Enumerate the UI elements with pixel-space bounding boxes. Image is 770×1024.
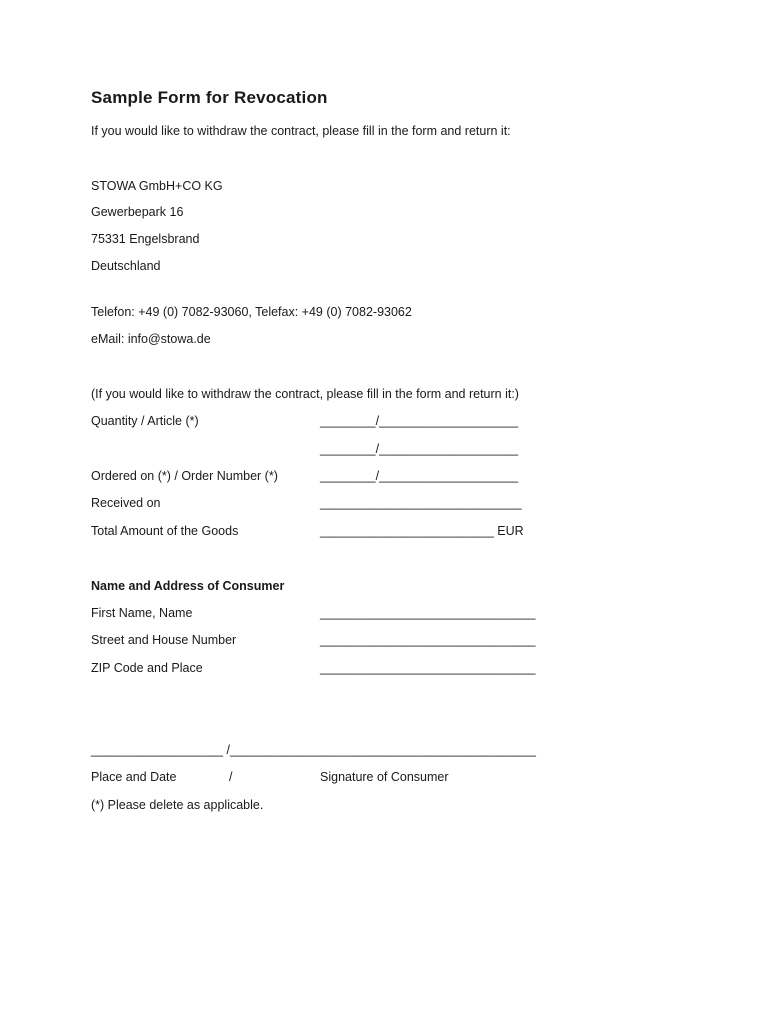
quantity-label: Quantity / Article (*) (91, 414, 199, 428)
company-name: STOWA GmbH+CO KG (91, 179, 223, 193)
signature-blank-line: ___________________ /____________________________________________ (91, 743, 536, 757)
quantity-blank-2: ________/____________________ (320, 442, 519, 456)
consumer-street-label: Street and House Number (91, 633, 237, 647)
intro-text: If you would like to withdraw the contract, please fill in the form and return it: (91, 124, 511, 138)
contact-phone-fax: Telefon: +49 (0) 7082-93060, Telefax: +49 (0) 7082-93062 (91, 305, 412, 319)
total-label: Total Amount of the Goods (91, 524, 239, 538)
total-blank: _________________________ EUR (320, 524, 524, 538)
consumer-zip-label: ZIP Code and Place (91, 661, 203, 675)
company-street: Gewerbepark 16 (91, 205, 184, 219)
page-title: Sample Form for Revocation (91, 88, 328, 107)
ordered-blank: ________/____________________ (320, 469, 519, 483)
quantity-blank-1: ________/____________________ (320, 414, 519, 428)
consumer-street-blank: _______________________________ (320, 633, 536, 647)
place-date-label: Place and Date (91, 770, 177, 784)
signature-slash: / (229, 770, 233, 784)
consumer-name-blank: _______________________________ (320, 606, 536, 620)
footnote: (*) Please delete as applicable. (91, 798, 264, 812)
instruction-text: (If you would like to withdraw the contract, please fill in the form and return it:) (91, 387, 519, 401)
contact-email: eMail: info@stowa.de (91, 332, 211, 346)
company-country: Deutschland (91, 259, 161, 273)
received-blank: _____________________________ (320, 496, 522, 510)
company-city: 75331 Engelsbrand (91, 232, 200, 246)
consumer-name-label: First Name, Name (91, 606, 193, 620)
consumer-heading: Name and Address of Consumer (91, 579, 285, 593)
signature-label: Signature of Consumer (320, 770, 449, 784)
ordered-label: Ordered on (*) / Order Number (*) (91, 469, 278, 483)
consumer-zip-blank: _______________________________ (320, 661, 536, 675)
received-label: Received on (91, 496, 161, 510)
